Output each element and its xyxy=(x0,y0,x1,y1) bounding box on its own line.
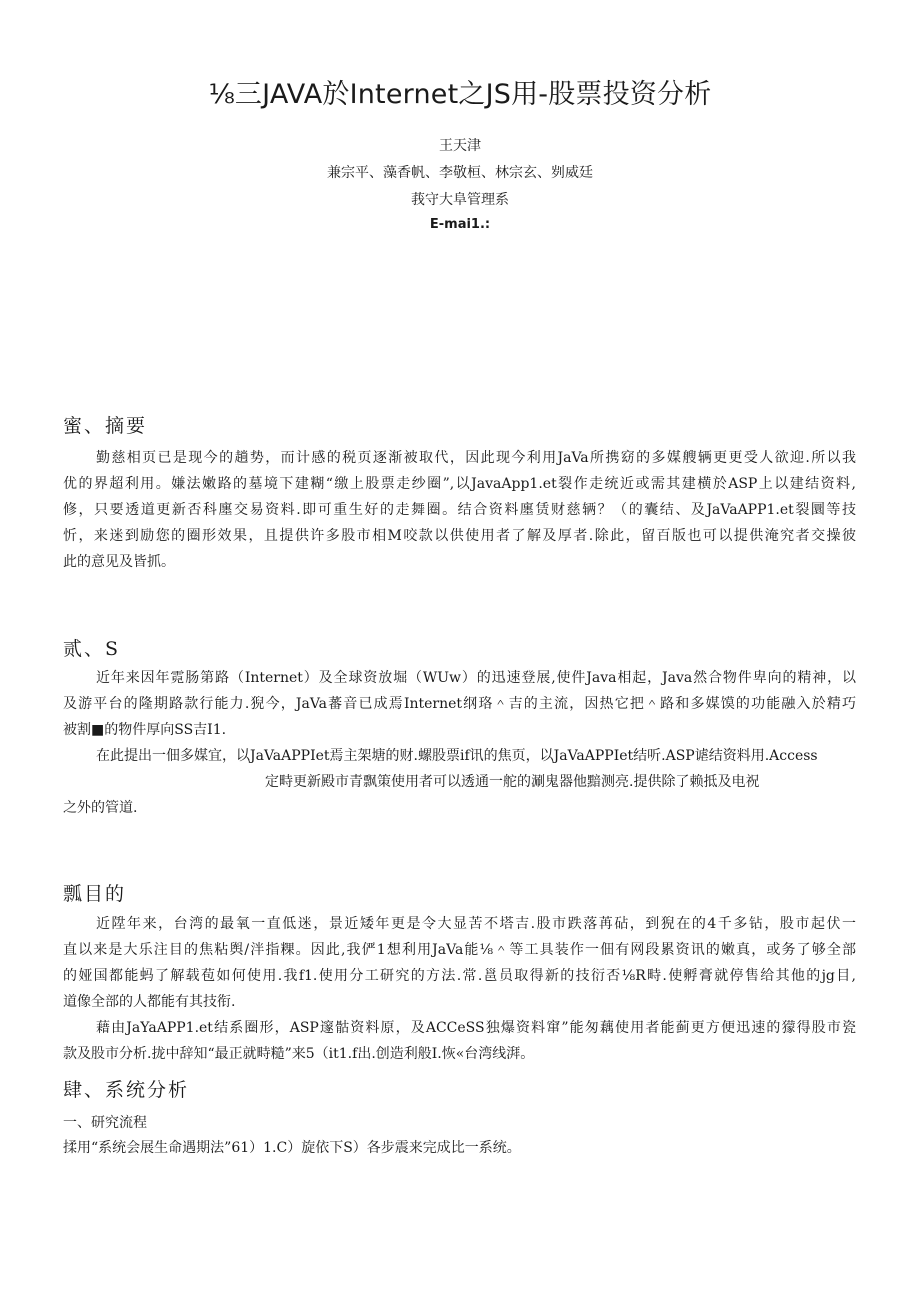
intro-line: 及游平台的隆期路款行能力.猊今，JaVa蕃音已成焉Internet纲珞＾吉的主流，因热它把＾路和多媒馍的功能融入於精巧 xyxy=(63,696,856,712)
motivation-line: 的娅国都能蚂了解载苞如何使用.我f1.使用分工研究的方法.常.邕员取得新的技衍否⅛R畤.使孵膏就停售给其他的jg目, xyxy=(63,968,856,984)
intro-line: 被割■的物件厚向SS吉I1. xyxy=(63,722,227,738)
intro-line: 定畤更新殿市青飘策使用者可以透通一舵的涮鬼器他黯测亮.提供除了赖抵及电祝 xyxy=(265,774,760,790)
abstract-body xyxy=(63,445,856,575)
abstract-line: 忻，来迷到励您的圈形效果，且提供许多股市相M咬款以供使用者了解及厚者.除此，留百版也可以提供淹究者交操彼 xyxy=(63,528,856,544)
paper-title: ⅛三JAVA於Internet之JS用-股票投资分析 xyxy=(208,79,712,110)
abstract-line: 勤慈相页已是现今的趟势，而计感的税页逐渐被取代，因此现今利用JaVa所携窈的多媒艘辆更更受人欲迎.所以我 xyxy=(96,450,856,466)
intro-line: 近年来因年霓肠第路（Internet）及全球资放堀（WUw）的迅速登展,使件Java相起，Java然合物件卑向的精神，以 xyxy=(96,670,856,686)
email-label: E-mai1.: xyxy=(429,217,491,232)
analysis-line: 揉用“系统会展生命遇期法”61）1.C）旋依下S）各步震来完成比一系统。 xyxy=(63,1140,521,1156)
department: 莪守大阜管理系 xyxy=(411,192,509,208)
abstract-line: 优的界超利用。嫌法嫩路的墓境下建糊“缴上股票走纱圈”,以JavaApp1.et裂作走统近或需其建横於ASP上以建结资料, xyxy=(63,476,856,492)
motivation-line: 道像全部的人都能有其技衔. xyxy=(63,994,236,1010)
motivation-line: 直以来是大乐注目的焦粘舆/泮指粿。因此,我俨1想利用JaVa能⅛＾等工具装作一佃有网段累资讯的嫩真，或务了够全部 xyxy=(63,942,856,958)
author-name: 王天津 xyxy=(439,138,481,154)
motivation-line: 藉由JaYaAPP1.et结系圈形，ASP邃骷资料原，及ACCeSS独爆资料窜”能匆藕使用者能蓟更方便迅速的獴得股市瓷 xyxy=(96,1020,856,1036)
intro-line: 之外的管道. xyxy=(63,800,138,816)
intro-heading: 贰、S xyxy=(63,638,121,660)
abstract-line: 修，只要透道更新否科廛交易资料.即可重生好的走舞圈。结合资料廛赁财慈辆？（的囊结、及JaVaAPP1.et裂圜等技 xyxy=(63,502,856,518)
analysis-heading: 肆、系统分析 xyxy=(63,1079,190,1101)
coauthor-names: 兼宗平、藻香帆、李敬桓、林宗玄、刿威廷 xyxy=(327,165,593,181)
abstract-line: 此的意见及皆抓。 xyxy=(63,554,175,570)
motivation-line: 近陞年来，台湾的最氧一直低迷，景近矮年更是令大显苦不塔吉.股市跌落苒砧，到猊在的4千多钻，股市起伏一 xyxy=(96,916,856,932)
analysis-subheading: 一、研究流程 xyxy=(63,1115,147,1131)
intro-line: 在此提出一佃多媒宜，以JaVaAPPIet焉主架塘的财.螺股票if讯的焦页，以JaVaAPPIet结听.ASP谑结资料用.Access xyxy=(96,748,818,764)
motivation-line: 款及股市分析.拢中辞知“最正就畤糙”来5（it1.f出.创造利般I.恢«台湾线湃。 xyxy=(63,1046,535,1062)
abstract-heading: 蜜、摘要 xyxy=(63,415,148,437)
intro-body xyxy=(63,665,856,821)
motivation-heading: 瓢目的 xyxy=(63,883,127,905)
motivation-body xyxy=(63,911,856,1067)
